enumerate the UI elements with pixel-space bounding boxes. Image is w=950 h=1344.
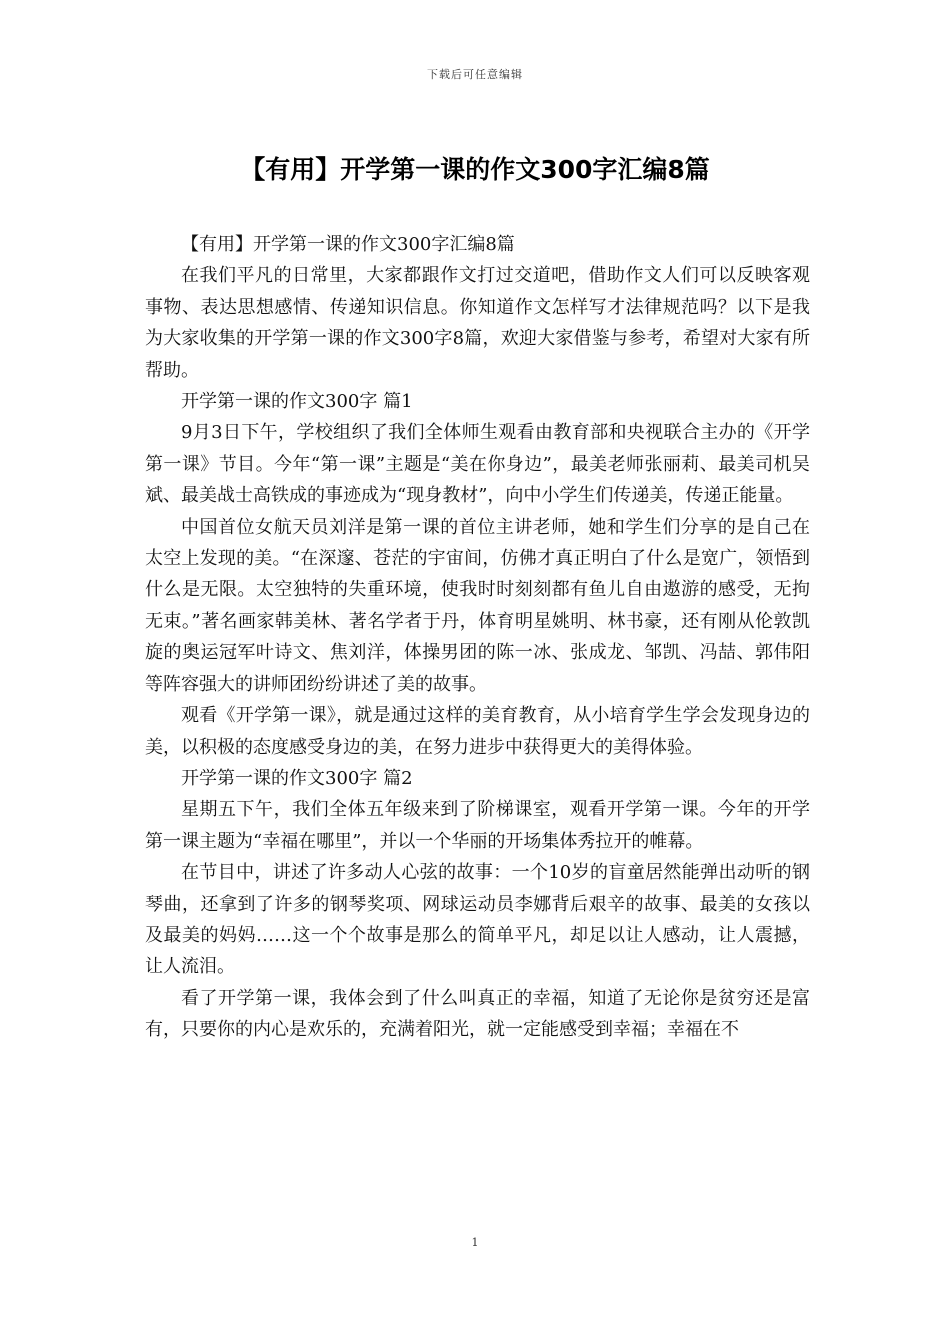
paragraph-intro: 在我们平凡的日常里，大家都跟作文打过交道吧，借助作文人们可以反映客观事物、表达思想感情、传递知识信息。你知道作文怎样写才法律规范吗？以下是我为大家收集的开学第一课的作文300字8篇，欢迎大家借鉴与参考，希望对大家有所帮助。: [145, 265, 810, 381]
section-heading-1: 开学第一课的作文300字 篇1: [181, 391, 413, 413]
page-header-note: 下载后可任意编辑: [427, 68, 523, 81]
section-heading-2: 开学第一课的作文300字 篇2: [181, 767, 413, 789]
paragraph: 9月3日下午，学校组织了我们全体师生观看由教育部和央视联合主办的《开学第一课》节目。今年“第一课”主题是“美在你身边”，最美老师张丽莉、最美司机吴斌、最美战士高铁成的事迹成为“现身教材”，向中小学生们传递美，传递正能量。: [145, 422, 810, 507]
paragraph: 中国首位女航天员刘洋是第一课的首位主讲老师，她和学生们分享的是自己在太空上发现的美。“在深邃、苍茫的宇宙间，仿佛才真正明白了什么是宽广，领悟到什么是无限。太空独特的失重环境，使我时时刻刻都有鱼儿自由遨游的感受，无拘无束。”著名画家韩美林、著名学者于丹，体育明星姚明、林书豪，还有刚从伦敦凯旋的奥运冠军叶诗文、焦刘洋，体操男团的陈一冰、张成龙、邹凯、冯喆、郭伟阳等阵容强大的讲师团纷纷讲述了美的故事。: [145, 516, 810, 695]
paragraph: 观看《开学第一课》，就是通过这样的美育教育，从小培育学生学会发现身边的美，以积极的态度感受身边的美，在努力进步中获得更大的美得体验。: [145, 705, 810, 758]
paragraph: 在节目中，讲述了许多动人心弦的故事：一个10岁的盲童居然能弹出动听的钢琴曲，还拿到了许多的钢琴奖项、网球运动员李娜背后艰辛的故事、最美的女孩以及最美的妈妈……这一个个故事是那么的简单平凡，却足以让人感动，让人震撼，让人流泪。: [145, 862, 810, 978]
paragraph-intro-title: 【有用】开学第一课的作文300字汇编8篇: [181, 234, 515, 255]
document-title: 【有用】开学第一课的作文300字汇编8篇: [240, 155, 710, 184]
page-number: 1: [471, 1236, 479, 1249]
paragraph: 看了开学第一课，我体会到了什么叫真正的幸福，知道了无论你是贫穷还是富有，只要你的内心是欢乐的，充满着阳光，就一定能感受到幸福；幸福在不: [145, 987, 810, 1041]
document-body: [145, 229, 810, 1046]
paragraph: 星期五下午，我们全体五年级来到了阶梯课室，观看开学第一课。今年的开学第一课主题为“幸福在哪里”，并以一个华丽的开场集体秀拉开的帷幕。: [145, 799, 810, 852]
